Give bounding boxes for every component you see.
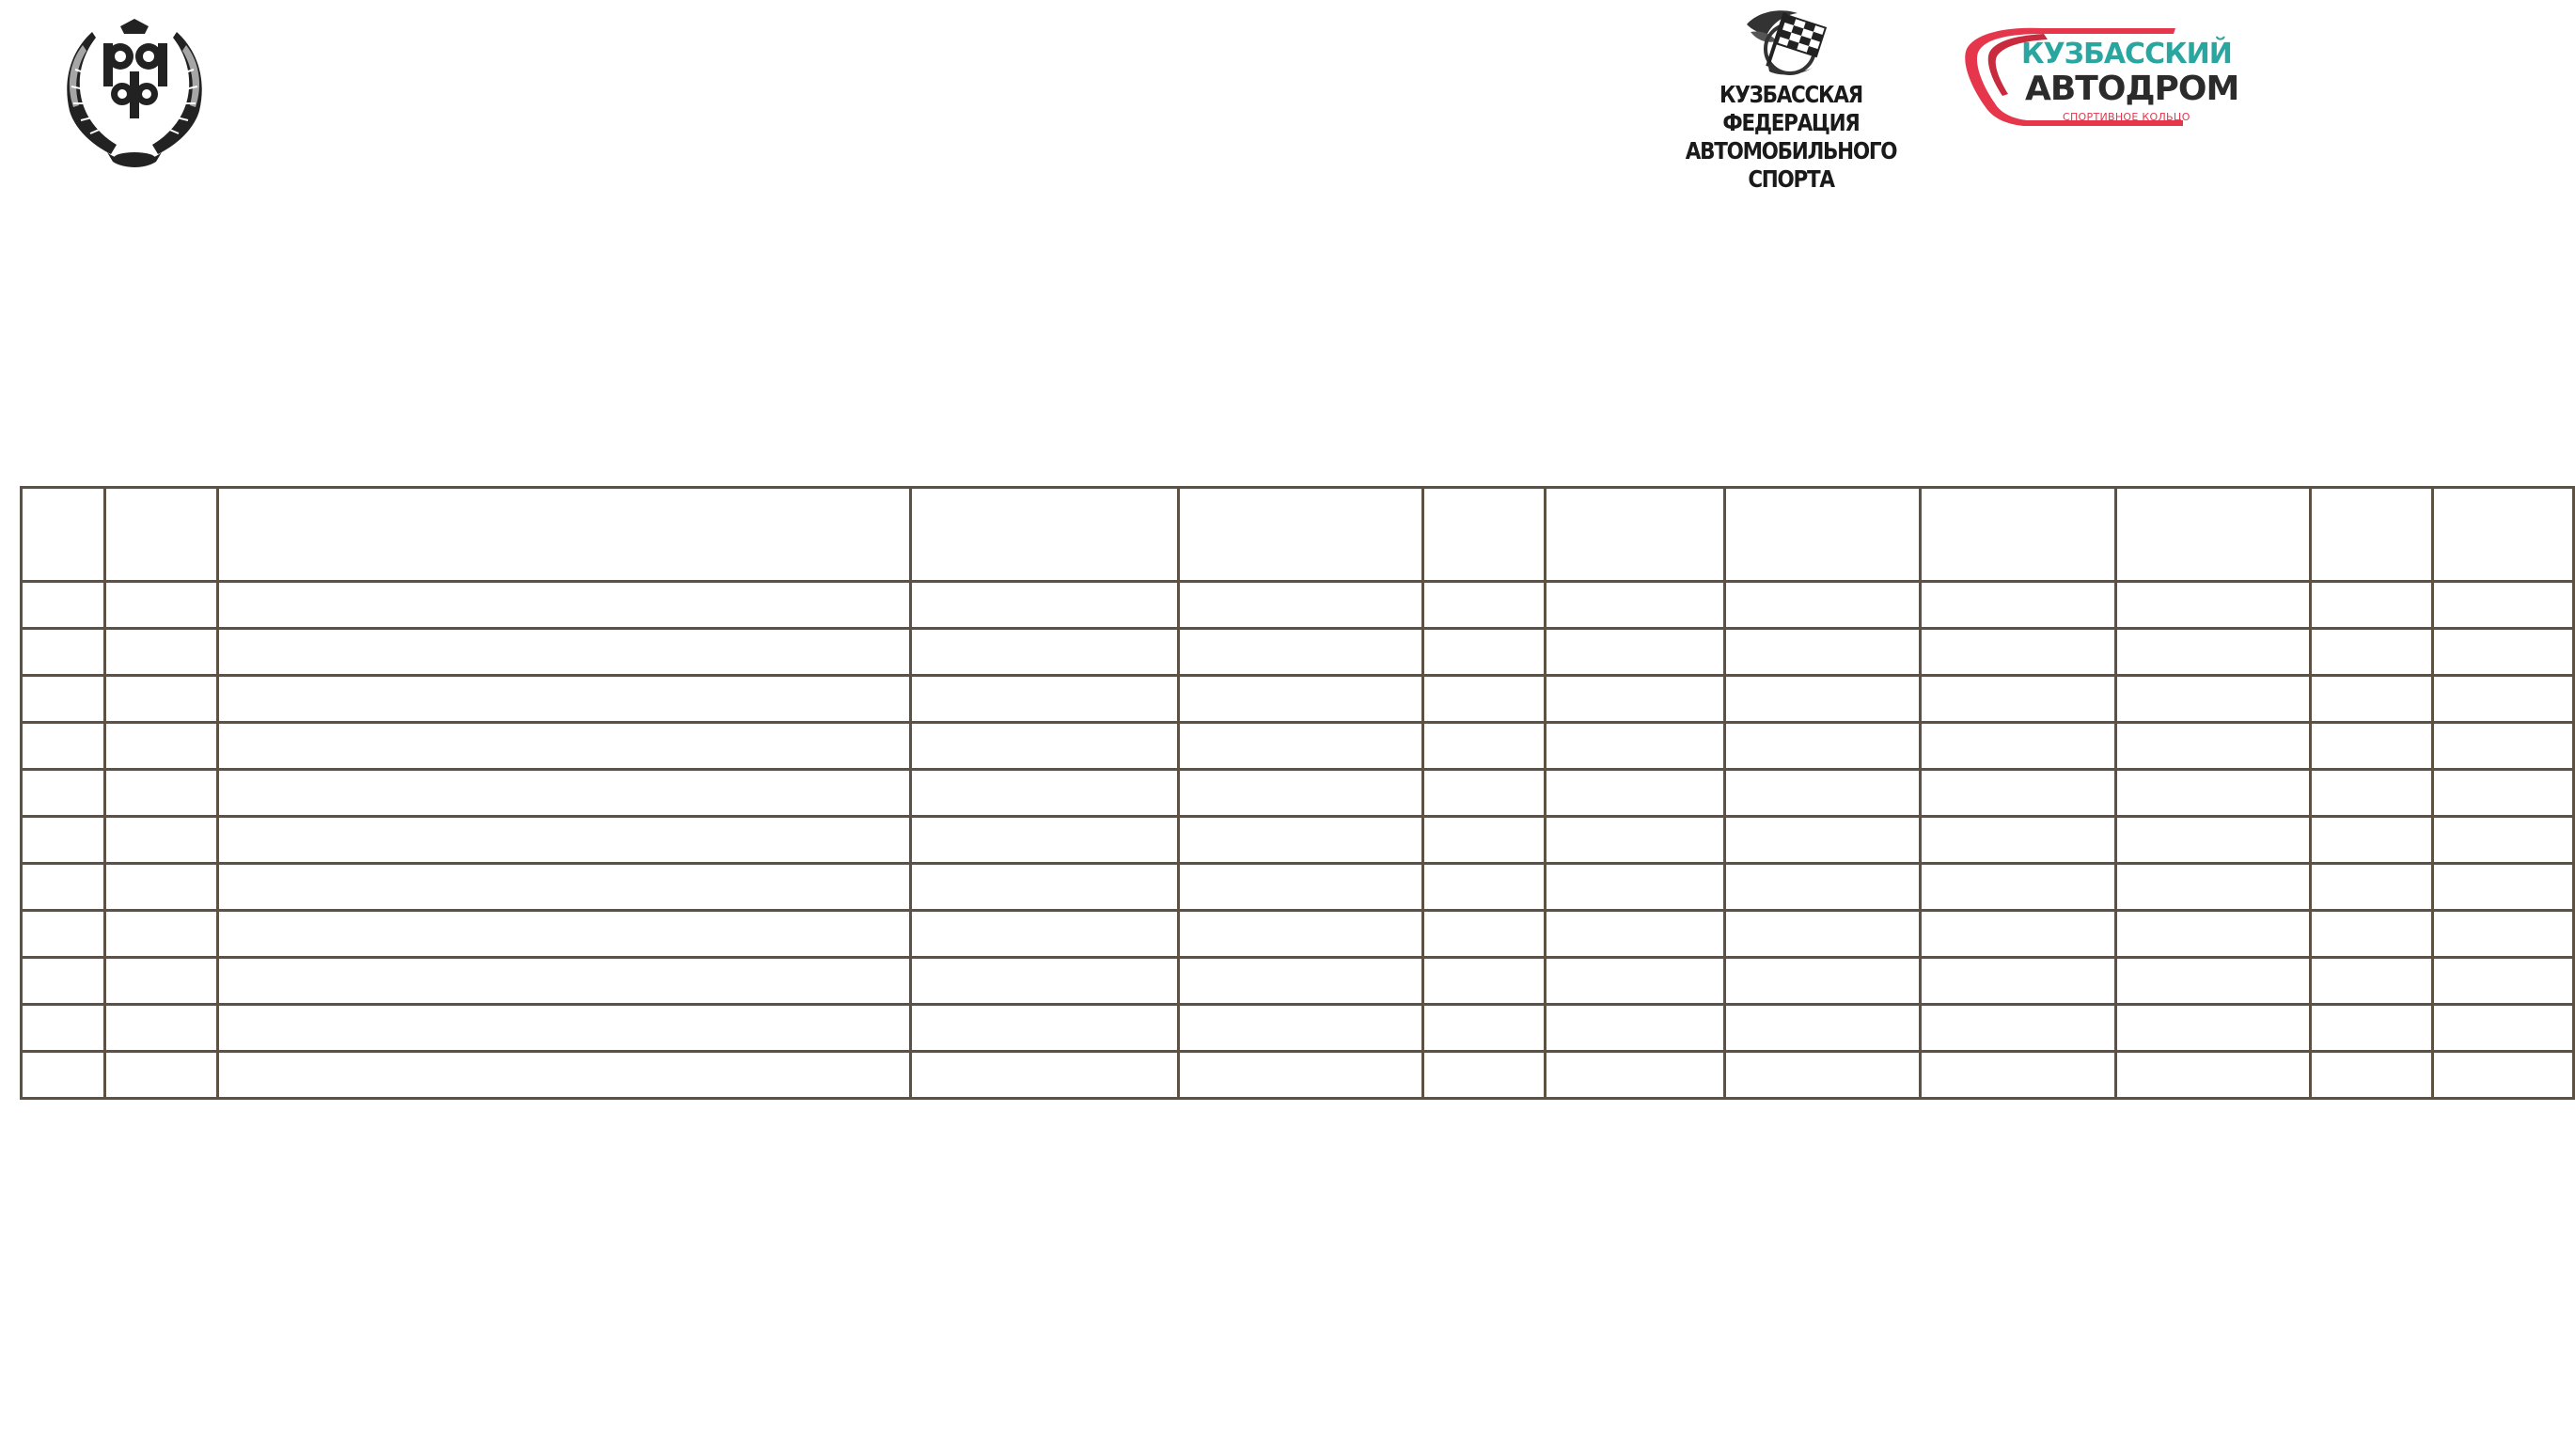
table-cell bbox=[1920, 1052, 2115, 1099]
checkered-flag-emblem-icon bbox=[1739, 6, 1843, 79]
table-cell bbox=[22, 770, 105, 817]
table-cell bbox=[104, 864, 217, 911]
table-cell bbox=[1179, 864, 1423, 911]
table-cell bbox=[104, 629, 217, 676]
table-cell bbox=[1422, 770, 1545, 817]
table-row bbox=[22, 958, 2574, 1005]
table-cell bbox=[1545, 488, 1725, 582]
table-cell bbox=[2311, 817, 2433, 864]
table-cell bbox=[217, 911, 910, 958]
table-cell bbox=[2433, 582, 2574, 629]
table-cell bbox=[1545, 958, 1725, 1005]
table-cell bbox=[22, 911, 105, 958]
table-cell bbox=[1545, 1005, 1725, 1052]
table-cell bbox=[1179, 770, 1423, 817]
table-cell bbox=[1179, 629, 1423, 676]
table-cell bbox=[2311, 629, 2433, 676]
table-cell bbox=[104, 582, 217, 629]
table-cell bbox=[2433, 958, 2574, 1005]
table-cell bbox=[2311, 1052, 2433, 1099]
avtodrom-tagline: СПОРТИВНОЕ КОЛЬЦО bbox=[2063, 111, 2190, 123]
table-cell bbox=[22, 1005, 105, 1052]
table-cell bbox=[22, 1052, 105, 1099]
table-cell bbox=[2115, 1052, 2311, 1099]
table-cell bbox=[104, 817, 217, 864]
table-cell bbox=[1920, 1005, 2115, 1052]
table-cell bbox=[104, 488, 217, 582]
table-cell bbox=[1725, 723, 1921, 770]
table-cell bbox=[1545, 770, 1725, 817]
kfas-title-line2: АВТОМОБИЛЬНОГО СПОРТА bbox=[1685, 137, 1897, 193]
table-cell bbox=[1725, 911, 1921, 958]
table-cell bbox=[1545, 582, 1725, 629]
table-cell bbox=[22, 817, 105, 864]
table-cell bbox=[1422, 864, 1545, 911]
table-cell bbox=[910, 723, 1179, 770]
table-cell bbox=[1725, 817, 1921, 864]
kfas-logo bbox=[1664, 6, 1918, 193]
table-cell bbox=[1545, 864, 1725, 911]
table-cell bbox=[2115, 1005, 2311, 1052]
table-cell bbox=[1920, 723, 2115, 770]
table-cell bbox=[217, 770, 910, 817]
table-cell bbox=[910, 1005, 1179, 1052]
table-cell bbox=[22, 582, 105, 629]
table-cell bbox=[217, 958, 910, 1005]
table-cell bbox=[217, 629, 910, 676]
table-cell bbox=[104, 723, 217, 770]
table-cell bbox=[2115, 582, 2311, 629]
table-cell bbox=[1179, 958, 1423, 1005]
table-cell bbox=[2311, 582, 2433, 629]
table-row bbox=[22, 1005, 2574, 1052]
table-cell bbox=[104, 1005, 217, 1052]
table-cell bbox=[2115, 676, 2311, 723]
table-cell bbox=[104, 1052, 217, 1099]
table-cell bbox=[2433, 723, 2574, 770]
table-row bbox=[22, 629, 2574, 676]
table-cell bbox=[1179, 582, 1423, 629]
table-cell bbox=[910, 582, 1179, 629]
results-table bbox=[20, 486, 2575, 1100]
table-cell bbox=[1179, 676, 1423, 723]
table-cell bbox=[217, 1052, 910, 1099]
table-cell bbox=[1179, 1005, 1423, 1052]
raf-logo bbox=[55, 13, 214, 169]
table-cell bbox=[2115, 723, 2311, 770]
table-cell bbox=[2311, 864, 2433, 911]
table-cell bbox=[1545, 676, 1725, 723]
table-cell bbox=[1725, 676, 1921, 723]
table-cell bbox=[2311, 911, 2433, 958]
table-cell bbox=[217, 676, 910, 723]
table-cell bbox=[104, 770, 217, 817]
table-row bbox=[22, 676, 2574, 723]
table-cell bbox=[1422, 723, 1545, 770]
table-cell bbox=[910, 911, 1179, 958]
table-cell bbox=[2433, 676, 2574, 723]
table-row bbox=[22, 911, 2574, 958]
table-cell bbox=[1920, 629, 2115, 676]
table-cell bbox=[2433, 1052, 2574, 1099]
table-cell bbox=[2433, 770, 2574, 817]
table-cell bbox=[1920, 958, 2115, 1005]
table-cell bbox=[2433, 1005, 2574, 1052]
table-cell bbox=[910, 958, 1179, 1005]
table-cell bbox=[1545, 911, 1725, 958]
table-cell bbox=[1920, 582, 2115, 629]
table-cell bbox=[2311, 676, 2433, 723]
table-cell bbox=[217, 488, 910, 582]
table-cell bbox=[1725, 488, 1921, 582]
table-cell bbox=[1725, 1005, 1921, 1052]
table-cell bbox=[2311, 1005, 2433, 1052]
table-cell bbox=[1545, 817, 1725, 864]
table-cell bbox=[1422, 958, 1545, 1005]
table-cell bbox=[2311, 770, 2433, 817]
table-cell bbox=[22, 864, 105, 911]
table-cell bbox=[1725, 1052, 1921, 1099]
table-cell bbox=[2115, 958, 2311, 1005]
table-row bbox=[22, 770, 2574, 817]
raf-emblem-icon bbox=[55, 13, 214, 169]
table-cell bbox=[22, 629, 105, 676]
kfas-title-line1: КУЗБАССКАЯ ФЕДЕРАЦИЯ bbox=[1719, 81, 1862, 136]
table-cell bbox=[217, 723, 910, 770]
table-cell bbox=[2311, 723, 2433, 770]
table-cell bbox=[1422, 817, 1545, 864]
table-cell bbox=[910, 864, 1179, 911]
table-cell bbox=[217, 817, 910, 864]
table-cell bbox=[104, 911, 217, 958]
table-cell bbox=[22, 676, 105, 723]
table-cell bbox=[1179, 817, 1423, 864]
table-cell bbox=[1422, 911, 1545, 958]
table-cell bbox=[1725, 629, 1921, 676]
table-cell bbox=[1545, 723, 1725, 770]
table-cell bbox=[1920, 911, 2115, 958]
table-cell bbox=[2433, 488, 2574, 582]
table-cell bbox=[2311, 488, 2433, 582]
table-cell bbox=[217, 1005, 910, 1052]
table-row bbox=[22, 723, 2574, 770]
table-cell bbox=[2115, 911, 2311, 958]
avtodrom-word-avtodrom: АВТОДРОМ bbox=[2025, 70, 2239, 108]
table-cell bbox=[1920, 864, 2115, 911]
table-cell bbox=[22, 723, 105, 770]
table-cell bbox=[22, 958, 105, 1005]
table-row bbox=[22, 582, 2574, 629]
table-row bbox=[22, 817, 2574, 864]
table-cell bbox=[2433, 911, 2574, 958]
table-cell bbox=[1545, 1052, 1725, 1099]
kfas-title bbox=[1682, 81, 1900, 194]
table-cell bbox=[1422, 488, 1545, 582]
table-cell bbox=[910, 629, 1179, 676]
table-cell bbox=[1920, 488, 2115, 582]
table-cell bbox=[2115, 488, 2311, 582]
table-cell bbox=[910, 817, 1179, 864]
table-cell bbox=[1422, 582, 1545, 629]
table-cell bbox=[1422, 676, 1545, 723]
table-cell bbox=[1179, 488, 1423, 582]
table-cell bbox=[910, 770, 1179, 817]
table-cell bbox=[2433, 629, 2574, 676]
table-cell bbox=[1545, 629, 1725, 676]
table-row bbox=[22, 1052, 2574, 1099]
table-cell bbox=[910, 676, 1179, 723]
table-cell bbox=[2115, 629, 2311, 676]
table-cell bbox=[104, 958, 217, 1005]
table-cell bbox=[2115, 770, 2311, 817]
table-cell bbox=[2433, 864, 2574, 911]
table-cell bbox=[22, 488, 105, 582]
table-cell bbox=[910, 488, 1179, 582]
table-cell bbox=[1179, 723, 1423, 770]
table-cell bbox=[2115, 817, 2311, 864]
table-cell bbox=[1422, 1052, 1545, 1099]
table-cell bbox=[1725, 864, 1921, 911]
avtodrom-logo bbox=[1957, 21, 2239, 135]
table-cell bbox=[2115, 864, 2311, 911]
table-cell bbox=[217, 582, 910, 629]
table-cell bbox=[2311, 958, 2433, 1005]
table-cell bbox=[217, 864, 910, 911]
table-cell bbox=[1725, 582, 1921, 629]
table-cell bbox=[1422, 629, 1545, 676]
table-cell bbox=[1920, 770, 2115, 817]
table-cell bbox=[1920, 817, 2115, 864]
table-header-row bbox=[22, 488, 2574, 582]
table-cell bbox=[104, 676, 217, 723]
table-cell bbox=[1179, 911, 1423, 958]
table-cell bbox=[1725, 958, 1921, 1005]
table-cell bbox=[1920, 676, 2115, 723]
table-cell bbox=[1179, 1052, 1423, 1099]
table-cell bbox=[1725, 770, 1921, 817]
table-cell bbox=[910, 1052, 1179, 1099]
table-cell bbox=[2433, 817, 2574, 864]
avtodrom-word-kuzbassky: КУЗБАССКИЙ bbox=[2021, 38, 2232, 70]
table-row bbox=[22, 864, 2574, 911]
table-cell bbox=[1422, 1005, 1545, 1052]
